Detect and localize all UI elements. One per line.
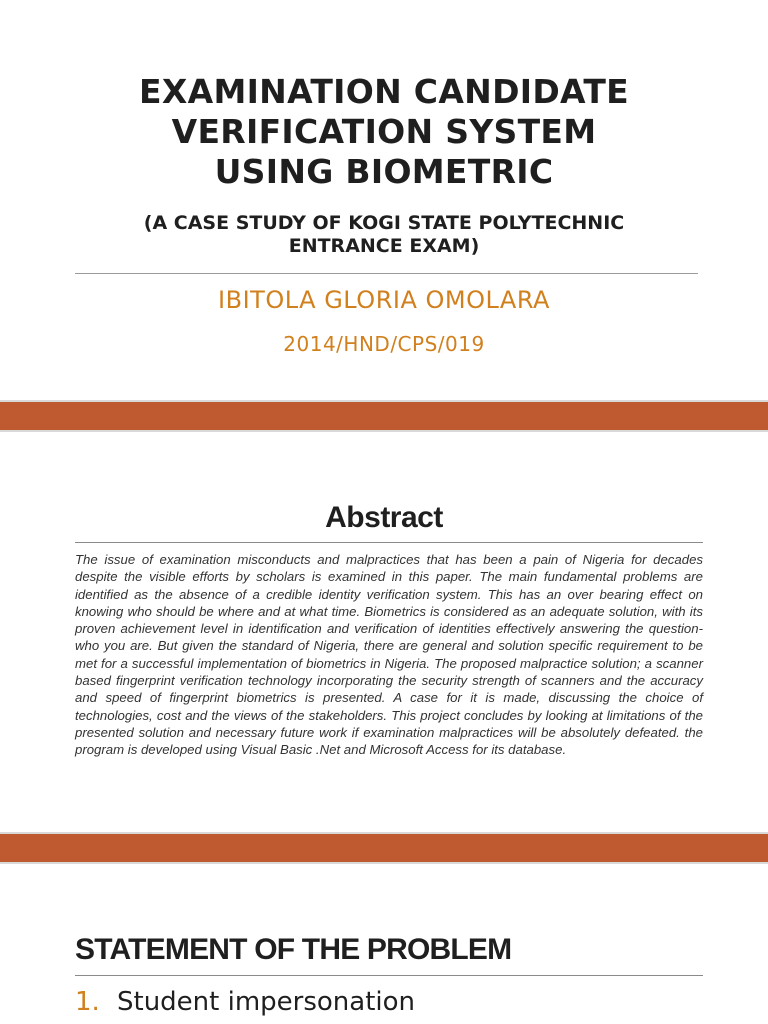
title-divider — [75, 273, 698, 274]
registration-number: 2014/HND/CPS/019 — [283, 332, 485, 356]
list-item-number: 1. — [75, 987, 100, 1017]
title-line-3: USING BIOMETRIC — [214, 152, 554, 191]
subtitle-line-2: ENTRANCE EXAM) — [288, 235, 480, 257]
abstract-heading: Abstract — [325, 501, 443, 534]
abstract-divider — [75, 542, 703, 543]
slide-separator-band — [0, 832, 768, 864]
presentation-subtitle — [60, 212, 708, 258]
author-name: IBITOLA GLORIA OMOLARA — [218, 286, 550, 314]
list-item — [75, 982, 703, 1022]
abstract-slide — [0, 432, 768, 832]
title-slide — [0, 0, 768, 400]
list-item-text: Student impersonation — [117, 987, 416, 1017]
slide-separator-band — [0, 400, 768, 432]
subtitle-line-1: (A CASE STUDY OF KOGI STATE POLYTECHNIC — [143, 212, 625, 234]
problem-slide — [0, 864, 768, 1024]
title-line-1: EXAMINATION CANDIDATE — [139, 72, 629, 111]
abstract-body: The issue of examination misconducts and malpractices that has been a pain of Nigeria for decades despite the visible efforts by scholars is examined in this paper. The main fundamental problems are identified as the absence of a credible identity verification system. This has an over bearing effect on knowing who should be where and at what time. Biometrics is considered as an adequate solution, with its proven achievement level in identification and verification of identities effectively answering the question- who you are. But given the standard of Nigeria, there are general and solution specific requirement to be met for a successful implementation of biometrics in Nigeria. The proposed malpractice solution; a scanner based fingerprint verification technology incorporating the security strength of scanners and the accuracy and speed of fingerprint biometrics is presented. A case for it is made, discussing the choice of technologies, cost and the views of the stakeholders. This project concludes by looking at limitations of the presented solution and necessary future work if examination malpractices will be absolutely defeated. the program is developed using Visual Basic .Net and Microsoft Access for its database. — [75, 552, 703, 758]
presentation-title — [60, 72, 708, 192]
problem-heading: STATEMENT OF THE PROBLEM — [75, 933, 512, 966]
problem-divider — [75, 975, 703, 976]
title-line-2: VERIFICATION SYSTEM — [171, 112, 597, 151]
